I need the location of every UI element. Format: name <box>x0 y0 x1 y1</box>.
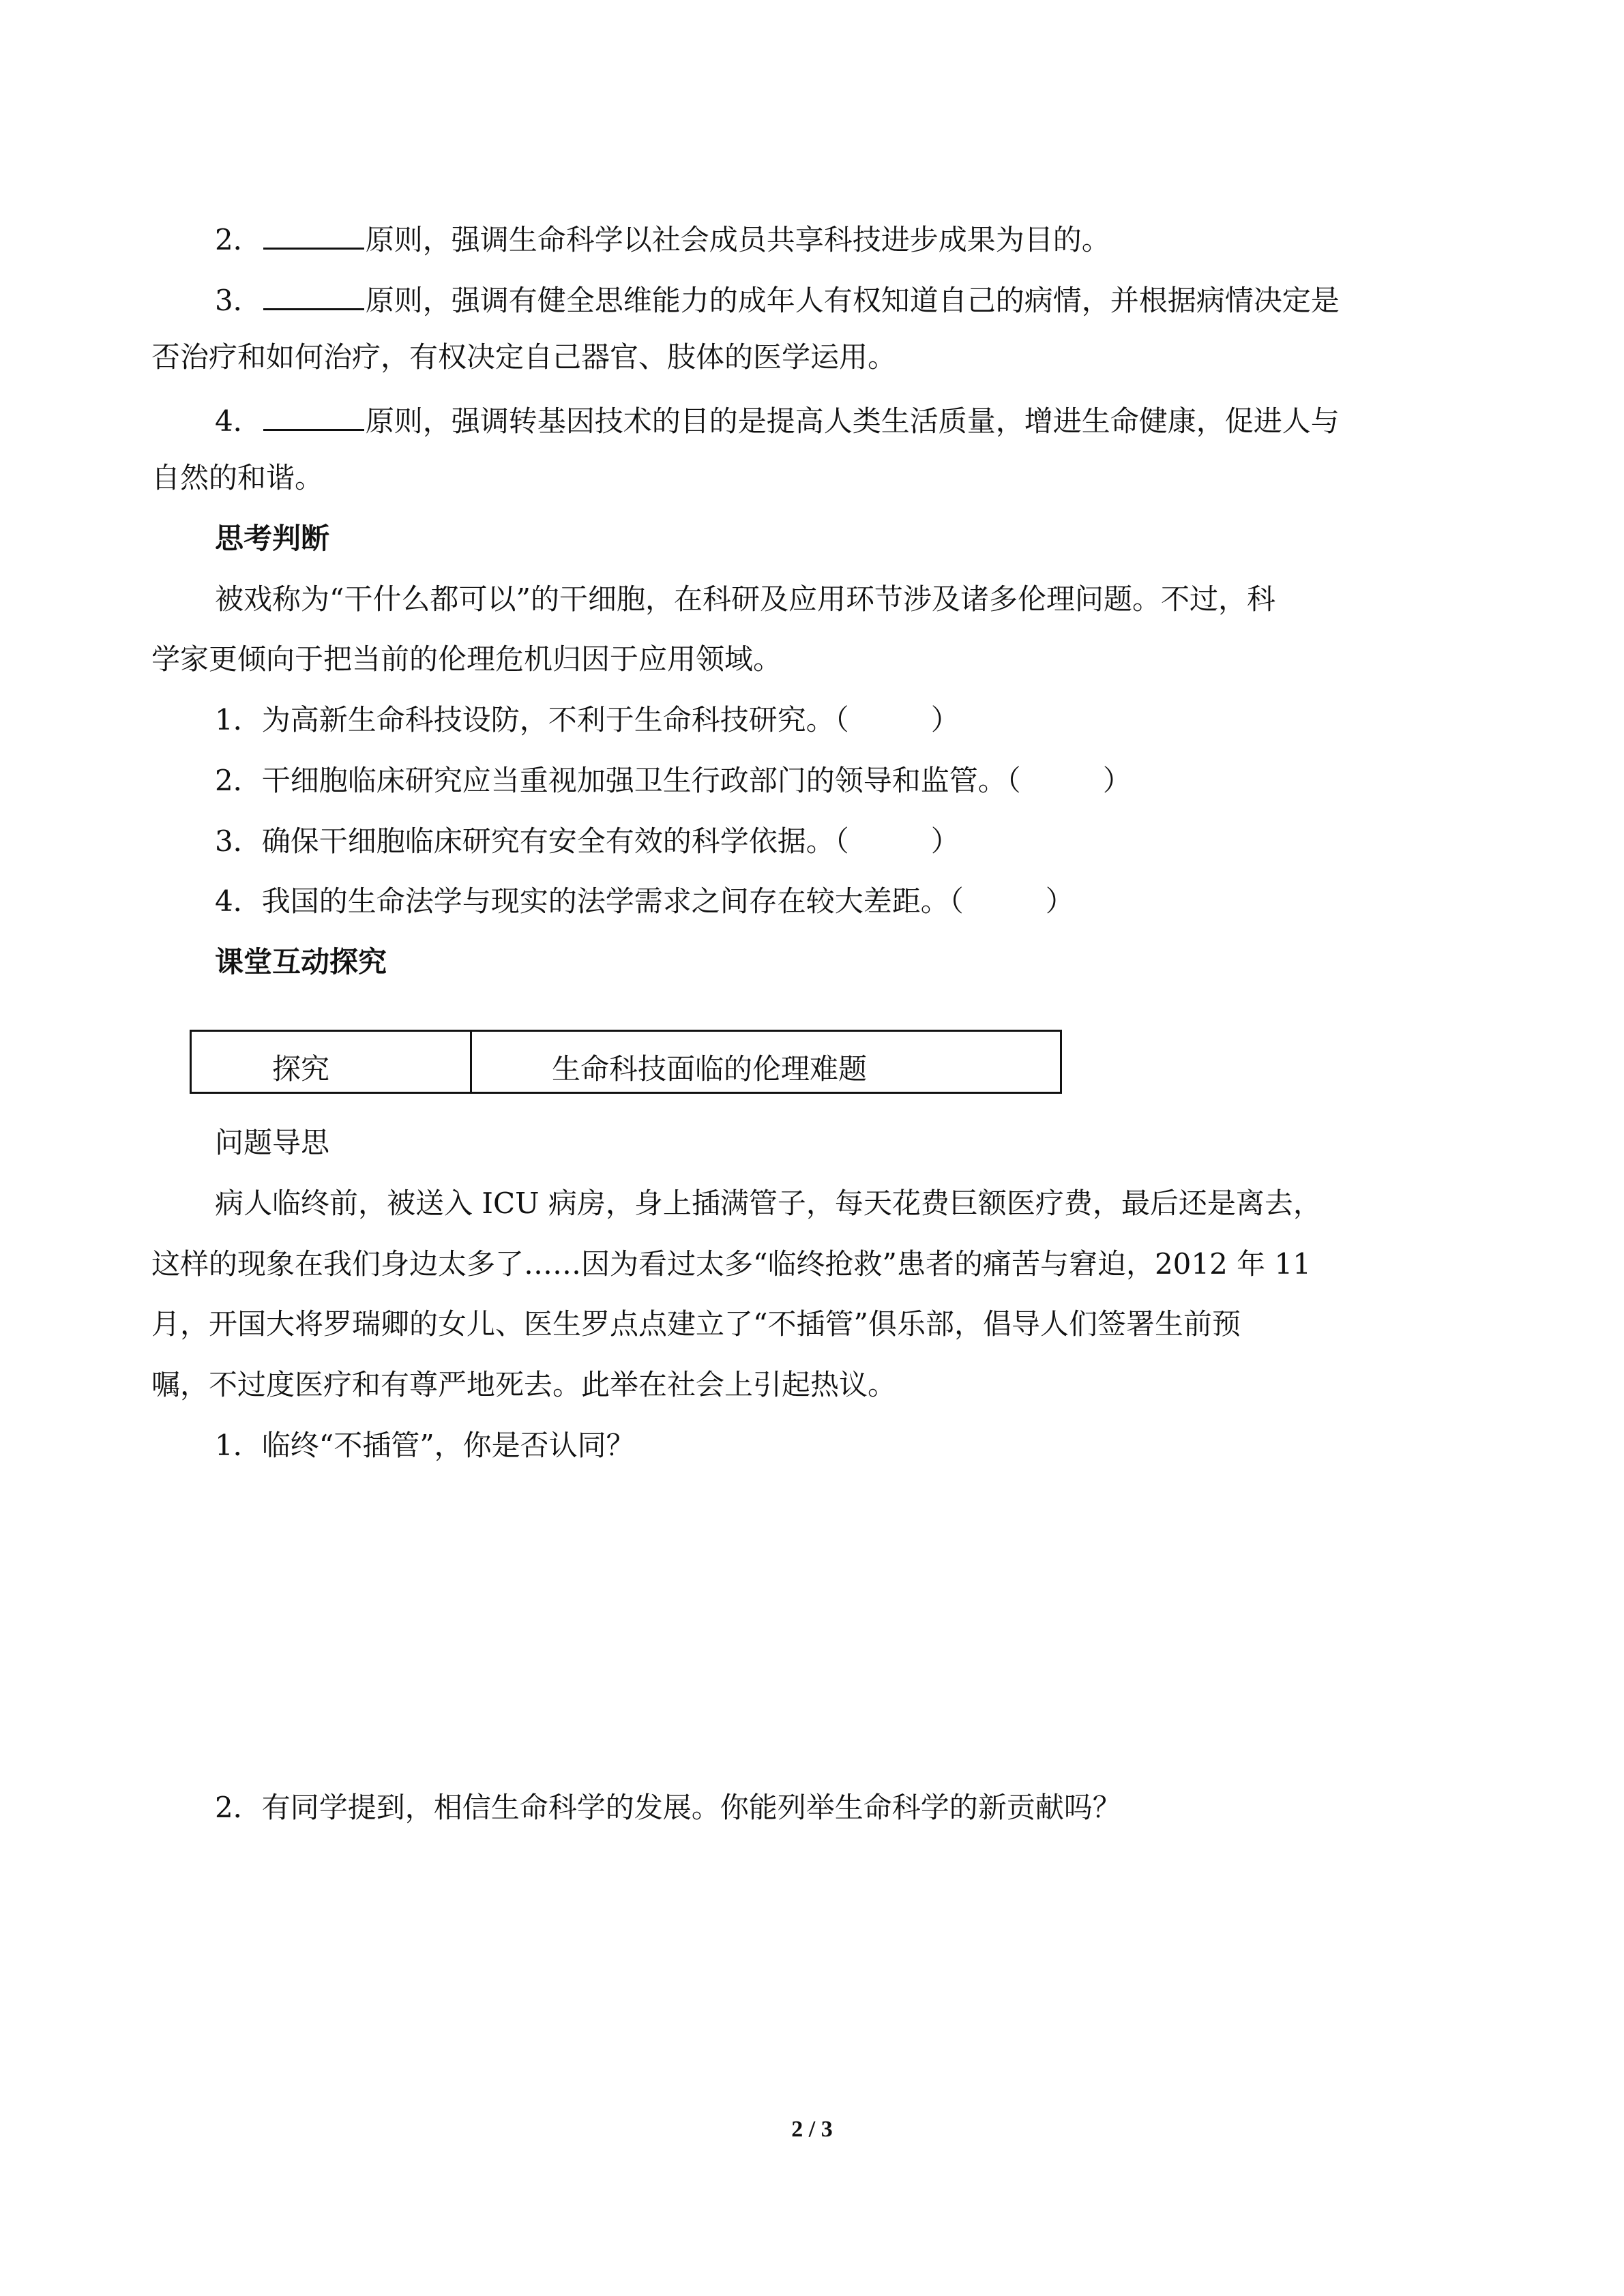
paren-close: ） <box>930 824 960 858</box>
paren-open: （ <box>834 703 849 736</box>
think-intro-line-2: 学家更倾向于把当前的伦理危机归因于应用领域。 <box>151 642 782 676</box>
blank-line <box>263 278 364 310</box>
section-heading-think: 思考判断 <box>215 522 330 555</box>
paren-close: ） <box>1045 884 1074 918</box>
question-1: 1．临终“不插管”，你是否认同？ <box>215 1429 635 1462</box>
guide-paragraph-line-3: 月，开国大将罗瑞卿的女儿、医生罗点点建立了“不插管”俱乐部，倡导人们签署生前预 <box>151 1307 1241 1341</box>
guide-paragraph-line-2: 这样的现象在我们身边太多了……因为看过太多“临终抢救”患者的痛苦与窘迫，2012 年 11 <box>151 1247 1311 1281</box>
guide-heading: 问题导思 <box>215 1126 330 1159</box>
blank-line <box>263 218 364 250</box>
paren-close: ） <box>930 703 960 736</box>
principle-3 <box>215 278 1340 320</box>
table-divider <box>470 1032 472 1092</box>
judgment-text: 1．为高新生命科技设防，不利于生命科技研究。 <box>215 703 835 736</box>
guide-paragraph-line-1: 病人临终前，被送入 ICU 病房，身上插满管子，每天花费巨额医疗费，最后还是离去， <box>215 1187 1322 1220</box>
question-2: 2．有同学提到，相信生命科学的发展。你能列举生命科学的新贡献吗？ <box>215 1791 1121 1824</box>
principle-text: 原则，强调生命科学以社会成员共享科技进步成果为目的。 <box>365 223 1110 256</box>
principle-num: 4． <box>215 404 262 438</box>
guide-paragraph-line-4: 嘱，不过度医疗和有尊严地死去。此举在社会上引起热议。 <box>151 1368 897 1401</box>
principle-num: 3． <box>215 284 262 317</box>
paren-open: （ <box>834 824 849 858</box>
principle-4 <box>215 399 1340 441</box>
judgment-text: 4．我国的生命法学与现实的法学需求之间存在较大差距。 <box>215 884 949 918</box>
table-cell-inquiry: 探究 <box>272 1052 330 1086</box>
paren-open: （ <box>1006 764 1021 797</box>
principle-text: 原则，强调有健全思维能力的成年人有权知道自己的病情，并根据病情决定是 <box>365 284 1340 317</box>
principle-2 <box>215 218 1110 259</box>
judgment-item-4 <box>215 882 1074 921</box>
judgment-item-2 <box>215 762 1132 800</box>
judgment-item-3 <box>215 822 960 861</box>
section-heading-classroom: 课堂互动探究 <box>215 945 387 979</box>
think-intro-line-1: 被戏称为“干什么都可以”的干细胞，在科研及应用环节涉及诸多伦理问题。不过，科 <box>215 582 1275 616</box>
judgment-text: 3．确保干细胞临床研究有安全有效的科学依据。 <box>215 824 835 858</box>
inquiry-table <box>190 1030 1062 1094</box>
paren-open: （ <box>949 884 964 918</box>
judgment-text: 2．干细胞临床研究应当重视加强卫生行政部门的领导和监管。 <box>215 764 1007 797</box>
blank-line <box>263 399 364 431</box>
principle-num: 2． <box>215 223 262 256</box>
paren-close: ） <box>1102 764 1132 797</box>
principle-3-continuation: 否治疗和如何治疗，有权决定自己器官、肢体的医学运用。 <box>151 340 897 374</box>
table-cell-topic: 生命科技面临的伦理难题 <box>552 1052 868 1086</box>
principle-text: 原则，强调转基因技术的目的是提高人类生活质量，增进生命健康，促进人与 <box>365 404 1340 438</box>
page-number: 2 / 3 <box>791 2117 833 2142</box>
judgment-item-1 <box>215 701 960 739</box>
principle-4-continuation: 自然的和谐。 <box>151 461 324 494</box>
